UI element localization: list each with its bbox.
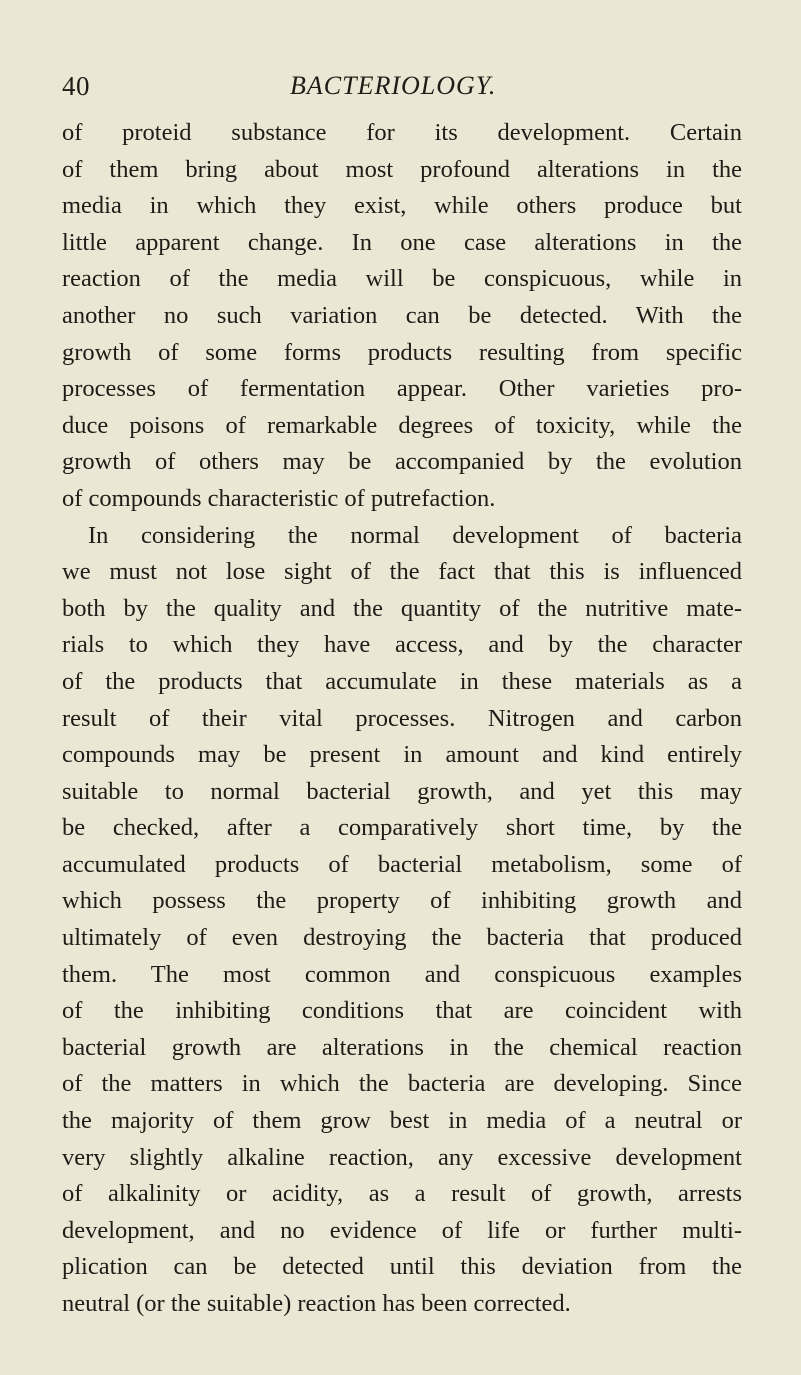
text-line: development, and no evidence of life or further multi- bbox=[62, 1216, 742, 1244]
text-line: the majority of them grow best in media of a neutral or bbox=[62, 1107, 742, 1135]
text-line: neutral (or the suitable) reaction has been corrected. bbox=[62, 1290, 571, 1317]
text-line: little apparent change. In one case alterations in the bbox=[62, 228, 742, 256]
paragraph bbox=[62, 115, 742, 518]
text-line: of proteid substance for its development. Certain bbox=[62, 119, 742, 146]
text-line: very slightly alkaline reaction, any excessive development bbox=[62, 1143, 742, 1171]
running-title: BACTERIOLOGY. bbox=[290, 71, 497, 100]
text-line: compounds may be present in amount and kind entirely bbox=[62, 741, 742, 769]
text-line: rials to which they have access, and by the character bbox=[62, 631, 742, 659]
text-line: another no such variation can be detected. With the bbox=[62, 301, 742, 329]
text-line: which possess the property of inhibiting growth and bbox=[62, 887, 742, 915]
paragraph bbox=[62, 518, 742, 1323]
text-line: ultimately of even destroying the bacteria that produced bbox=[62, 924, 742, 952]
text-line: duce poisons of remarkable degrees of toxicity, while the bbox=[62, 411, 742, 439]
text-line: plication can be detected until this deviation from the bbox=[62, 1253, 742, 1281]
text-line: we must not lose sight of the fact that this is influenced bbox=[62, 558, 742, 586]
text-line: of the inhibiting conditions that are coincident with bbox=[62, 997, 742, 1025]
page-number: 40 bbox=[62, 71, 90, 101]
text-line: processes of fermentation appear. Other varieties pro- bbox=[62, 375, 742, 403]
text-line: of the products that accumulate in these materials as a bbox=[62, 667, 742, 695]
text-line: growth of others may be accompanied by the evolution bbox=[62, 448, 742, 476]
text-line: of alkalinity or acidity, as a result of growth, arrests bbox=[62, 1180, 742, 1208]
text-line: them. The most common and conspicuous examples bbox=[62, 960, 742, 988]
text-line: be checked, after a comparatively short time, by the bbox=[62, 814, 742, 842]
text-line: In considering the normal development of bacteria bbox=[88, 521, 742, 549]
text-line: bacterial growth are alterations in the chemical reaction bbox=[62, 1033, 742, 1061]
text-line: reaction of the media will be conspicuous, while in bbox=[62, 265, 742, 293]
text-line: of the matters in which the bacteria are developing. Since bbox=[62, 1070, 742, 1098]
text-line: both by the quality and the quantity of the nutritive mate- bbox=[62, 594, 742, 622]
text-line: media in which they exist, while others produce but bbox=[62, 192, 742, 220]
text-line: of them bring about most profound alterations in the bbox=[62, 155, 742, 183]
text-line: growth of some forms products resulting from specific bbox=[62, 338, 742, 366]
body-text bbox=[62, 115, 742, 1323]
text-line: accumulated products of bacterial metabolism, some of bbox=[62, 850, 742, 878]
text-line: result of their vital processes. Nitrogen and carbon bbox=[62, 704, 742, 732]
text-line: suitable to normal bacterial growth, and yet this may bbox=[62, 777, 742, 805]
text-line: of compounds characteristic of putrefaction. bbox=[62, 484, 496, 512]
running-head bbox=[62, 66, 742, 106]
